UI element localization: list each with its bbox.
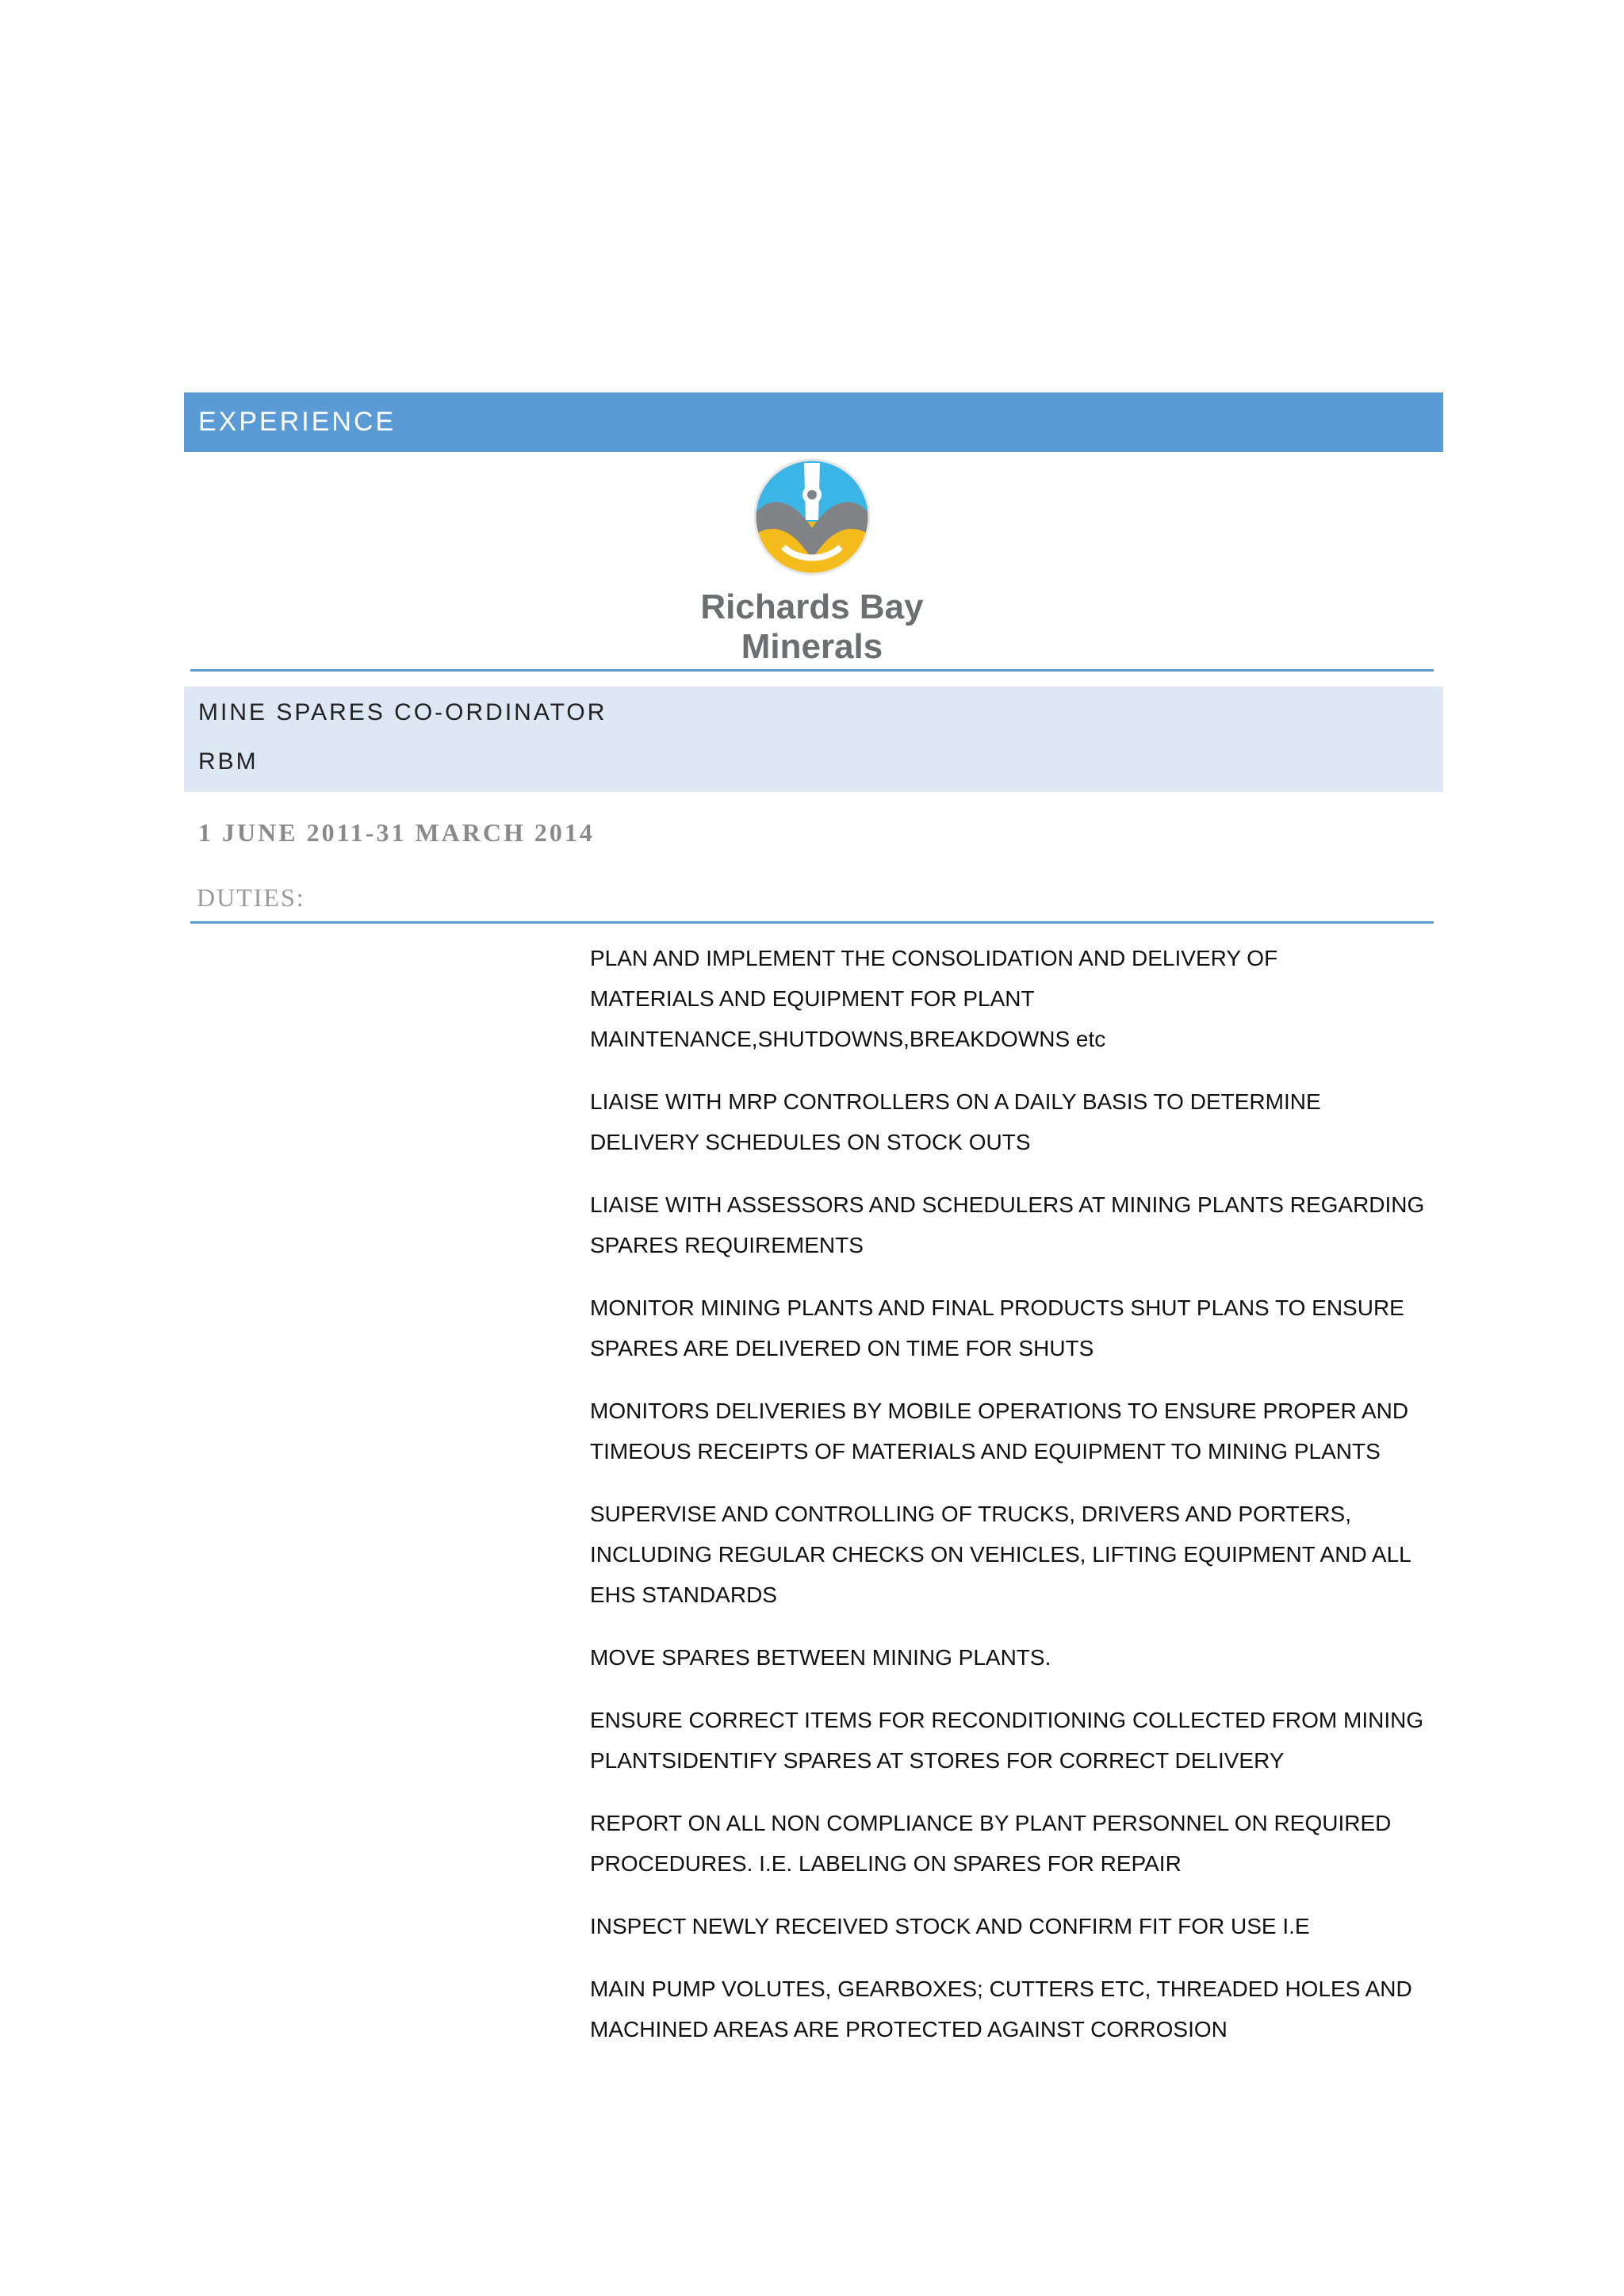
section-header-experience: EXPERIENCE [184,392,1443,452]
duty-item: PLAN AND IMPLEMENT THE CONSOLIDATION AND DELIVERY OF MATERIALS AND EQUIPMENT FOR PLANT MAINTENANCE,SHUTDOWNS,BREAKDOWNS etc [590,946,1278,1051]
richards-bay-minerals-logo [679,458,945,666]
duty-item: ENSURE CORRECT ITEMS FOR RECONDITIONING COLLECTED FROM MINING PLANTSIDENTIFY SPARES AT STORES FOR CORRECT DELIVERY [590,1708,1424,1773]
job-header-box [184,687,1443,792]
employer-name: RBM [198,748,259,775]
logo-text-line1: Richards Bay [700,587,924,626]
duties-list [590,938,1446,2072]
duty-item: SUPERVISE AND CONTROLLING OF TRUCKS, DRIVERS AND PORTERS, INCLUDING REGULAR CHECKS ON VEHICLES, LIFTING EQUIPMENT AND ALL EHS STANDARDS [590,1502,1411,1607]
job-title: MINE SPARES CO-ORDINATOR [198,699,607,725]
employment-dates: 1 JUNE 2011-31 MARCH 2014 [198,818,595,847]
duty-item: LIAISE WITH ASSESSORS AND SCHEDULERS AT MINING PLANTS REGARDING SPARES REQUIREMENTS [590,1192,1425,1257]
duty-item: INSPECT NEWLY RECEIVED STOCK AND CONFIRM FIT FOR USE I.E [590,1914,1310,1938]
duty-item: MAIN PUMP VOLUTES, GEARBOXES; CUTTERS ETC, THREADED HOLES AND MACHINED AREAS ARE PROTECTED AGAINST CORROSION [590,1976,1412,2042]
duty-item: MONITORS DELIVERIES BY MOBILE OPERATIONS TO ENSURE PROPER AND TIMEOUS RECEIPTS OF MATERIALS AND EQUIPMENT TO MINING PLANTS [590,1399,1409,1464]
duty-item: LIAISE WITH MRP CONTROLLERS ON A DAILY BASIS TO DETERMINE DELIVERY SCHEDULES ON STOCK OUTS [590,1089,1321,1154]
divider-duties [190,921,1434,924]
duty-item: MONITOR MINING PLANTS AND FINAL PRODUCTS SHUT PLANS TO ENSURE SPARES ARE DELIVERED ON TIME FOR SHUTS [590,1295,1404,1360]
duty-item: MOVE SPARES BETWEEN MINING PLANTS. [590,1645,1051,1670]
logo-text-line2: Minerals [741,627,883,666]
divider-top [190,669,1434,672]
duty-item: REPORT ON ALL NON COMPLIANCE BY PLANT PERSONNEL ON REQUIRED PROCEDURES. I.E. LABELING ON SPARES FOR REPAIR [590,1811,1392,1876]
duties-label: DUTIES: [197,883,305,912]
